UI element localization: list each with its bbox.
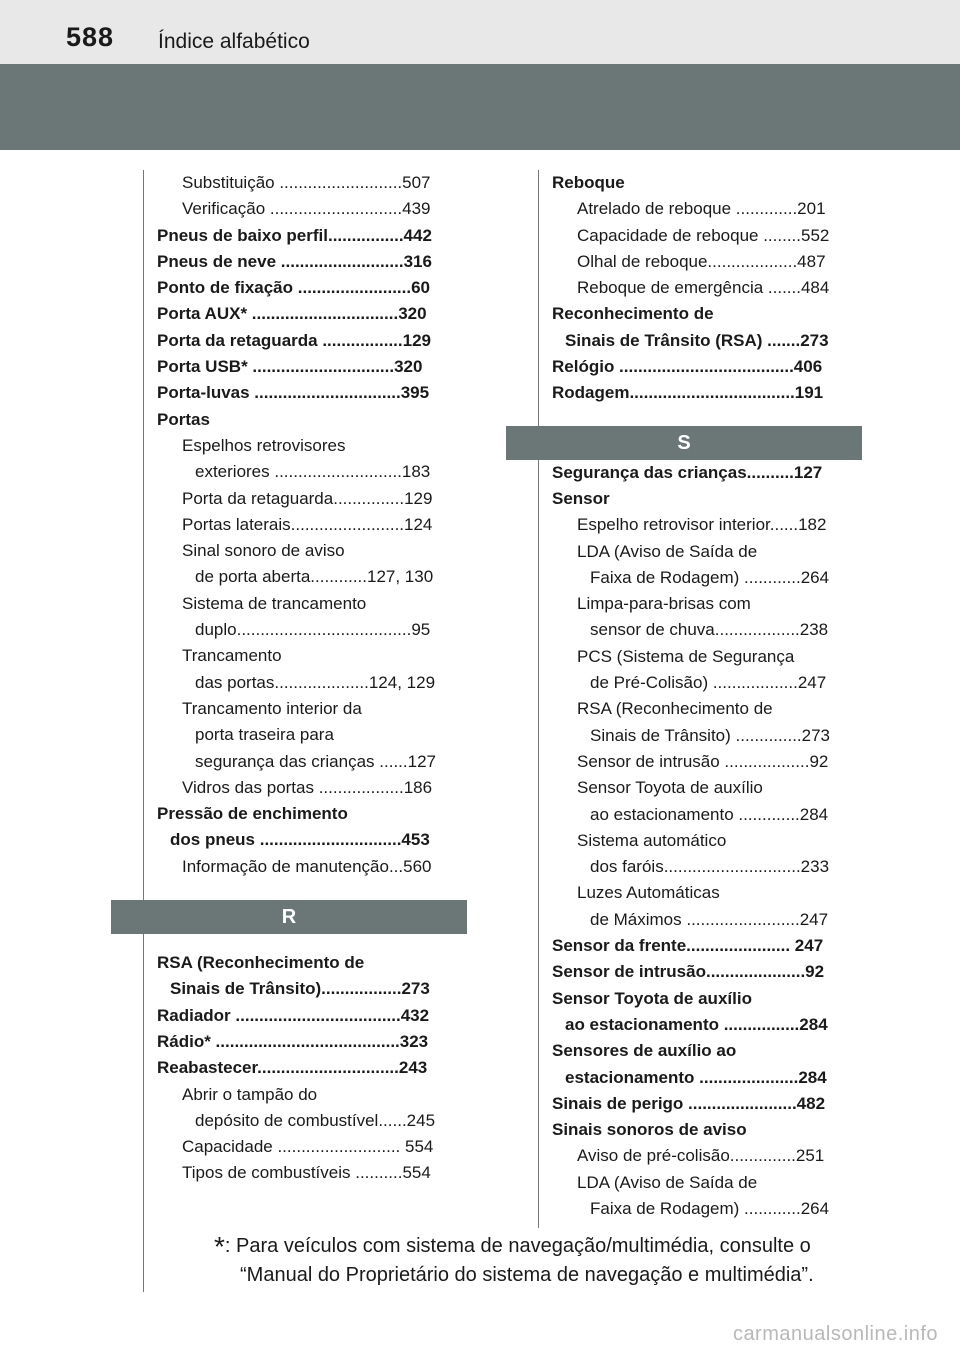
index-entry: Pneus de baixo perfil................442 — [157, 225, 432, 245]
index-entry: Porta USB* ..............................320 — [157, 357, 423, 377]
index-entry: Sinais de Trânsito).................273 — [170, 979, 430, 999]
footnote-star: * — [214, 1231, 225, 1262]
index-entry: Segurança das crianças..........127 — [552, 462, 823, 482]
index-entry: Olhal de reboque...................487 — [577, 251, 826, 271]
footnote-text-1: : Para veículos com sistema de navegação/multimédia, consulte o — [224, 1235, 811, 1257]
index-entry: Sistema automático — [577, 830, 727, 850]
index-entry: Rádio* .......................................323 — [157, 1031, 429, 1051]
index-entry: Substituição ..........................507 — [182, 173, 431, 192]
index-entry: ao estacionamento .............284 — [590, 804, 829, 824]
index-entry: segurança das crianças ......127 — [195, 751, 436, 771]
index-entry: Trancamento — [182, 646, 282, 666]
index-entry: Relógio .....................................406 — [552, 357, 823, 377]
section-gap — [157, 934, 467, 950]
index-entry: Faixa de Rodagem) ............264 — [590, 1198, 830, 1218]
footnote-line-1 — [214, 1232, 874, 1261]
index-entry: Porta da retaguarda .................129 — [157, 330, 431, 350]
index-entry: ao estacionamento ................284 — [565, 1014, 828, 1034]
footnote — [214, 1232, 874, 1289]
left-column — [157, 170, 467, 1187]
index-entry: Reabastecer..............................243 — [157, 1058, 428, 1078]
index-entry: Radiador ...................................432 — [157, 1005, 430, 1025]
index-entry: Sinal sonoro de aviso — [182, 541, 345, 561]
index-entry: Porta da retaguarda...............129 — [182, 488, 433, 508]
index-entry: Reboque de emergência .......484 — [577, 278, 830, 298]
index-entry: Sinais de perigo .......................482 — [552, 1093, 826, 1113]
right-column-rule — [538, 170, 539, 1228]
watermark: carmanualsonline.info — [732, 1323, 938, 1345]
index-entry: Tipos de combustíveis ..........554 — [182, 1163, 431, 1183]
index-entry: Vidros das portas ..................186 — [182, 777, 433, 797]
index-entry: de porta aberta............127, 130 — [195, 567, 434, 587]
page-title: Índice alfabético — [158, 30, 310, 53]
index-entry: Atrelado de reboque .............201 — [577, 199, 826, 219]
index-entry: Pressão de enchimento — [157, 804, 348, 824]
index-entry: Reconhecimento de — [552, 304, 714, 324]
index-entry: Trancamento interior da — [182, 698, 362, 718]
header-strip — [0, 0, 960, 64]
index-entry: Luzes Automáticas — [577, 883, 720, 903]
index-entry: RSA (Reconhecimento de — [157, 953, 365, 973]
index-entry: Sensor — [552, 488, 610, 508]
index-entry: de Máximos ........................247 — [590, 909, 829, 929]
right-column — [552, 170, 862, 1222]
index-entry: sensor de chuva..................238 — [590, 620, 829, 640]
index-entry: Sinais de Trânsito) ..............273 — [590, 725, 831, 745]
page-number: 588 — [66, 22, 115, 52]
index-entry: Sistema de trancamento — [182, 593, 367, 613]
index-entry: Reboque — [552, 173, 625, 192]
index-entry: Sensor de intrusão ..................92 — [577, 751, 829, 771]
left-column-rule — [143, 170, 144, 1292]
index-entry: Sinais de Trânsito (RSA) .......273 — [565, 330, 829, 350]
index-entry: Verificação ............................439 — [182, 199, 431, 219]
index-entry: Portas laterais........................124 — [182, 514, 433, 534]
header-band — [0, 64, 960, 150]
index-entry: Sensores de auxílio ao — [552, 1041, 737, 1061]
index-entry: Rodagem...................................191 — [552, 383, 824, 403]
index-entry: das portas....................124, 129 — [195, 672, 436, 692]
index-entry: LDA (Aviso de Saída de — [577, 1172, 758, 1192]
right-entry-list — [552, 170, 862, 407]
index-entry: Porta-luvas ...............................395 — [157, 383, 430, 403]
index-entry: Pneus de neve ..........................316 — [157, 251, 432, 271]
index-entry: duplo.....................................95 — [195, 620, 431, 640]
index-entry: depósito de combustível......245 — [195, 1110, 436, 1130]
index-entry: Sensor Toyota de auxílio — [577, 778, 763, 798]
index-entry: Abrir o tampão do — [182, 1084, 318, 1104]
index-entry: Aviso de pré-colisão..............251 — [577, 1146, 825, 1166]
index-entry: Portas — [157, 409, 210, 429]
index-entry: estacionamento .....................284 — [565, 1067, 827, 1087]
r-entry-list — [157, 950, 467, 1187]
index-entry: Informação de manutenção...560 — [182, 856, 432, 876]
section-gap — [157, 880, 467, 900]
index-entry: de Pré-Colisão) ..................247 — [590, 673, 827, 693]
index-entry: Faixa de Rodagem) ............264 — [590, 567, 830, 587]
index-entry: Porta AUX* ...............................320 — [157, 304, 427, 324]
left-entry-list — [157, 170, 467, 880]
index-entry: Capacidade .......................... 554 — [182, 1137, 434, 1157]
index-entry: Capacidade de reboque ........552 — [577, 225, 830, 245]
index-entry: Espelhos retrovisores — [182, 435, 346, 455]
index-entry: dos pneus ..............................453 — [170, 830, 430, 850]
section-header-r: R — [111, 900, 467, 934]
index-entry: Sinais sonoros de aviso — [552, 1120, 747, 1140]
index-entry: Ponto de fixação ........................60 — [157, 278, 431, 298]
s-entry-list — [552, 460, 862, 1223]
index-entry: Sensor da frente...................... 247 — [552, 936, 824, 956]
index-entry: exteriores ...........................183 — [195, 462, 431, 482]
index-entry: LDA (Aviso de Saída de — [577, 541, 758, 561]
index-entry: porta traseira para — [195, 725, 334, 745]
index-entry: Limpa-para-brisas com — [577, 594, 751, 614]
index-entry: Sensor de intrusão.....................92 — [552, 962, 825, 982]
section-gap — [552, 407, 862, 426]
index-entry: Sensor Toyota de auxílio — [552, 988, 752, 1008]
section-header-s: S — [506, 426, 862, 460]
index-entry: dos faróis.............................233 — [590, 857, 830, 877]
footnote-line-2: “Manual do Proprietário do sistema de navegação e multimédia”. — [240, 1264, 814, 1286]
index-entry: Espelho retrovisor interior......182 — [577, 515, 827, 535]
index-entry: PCS (Sistema de Segurança — [577, 646, 795, 666]
index-entry: RSA (Reconhecimento de — [577, 699, 773, 719]
